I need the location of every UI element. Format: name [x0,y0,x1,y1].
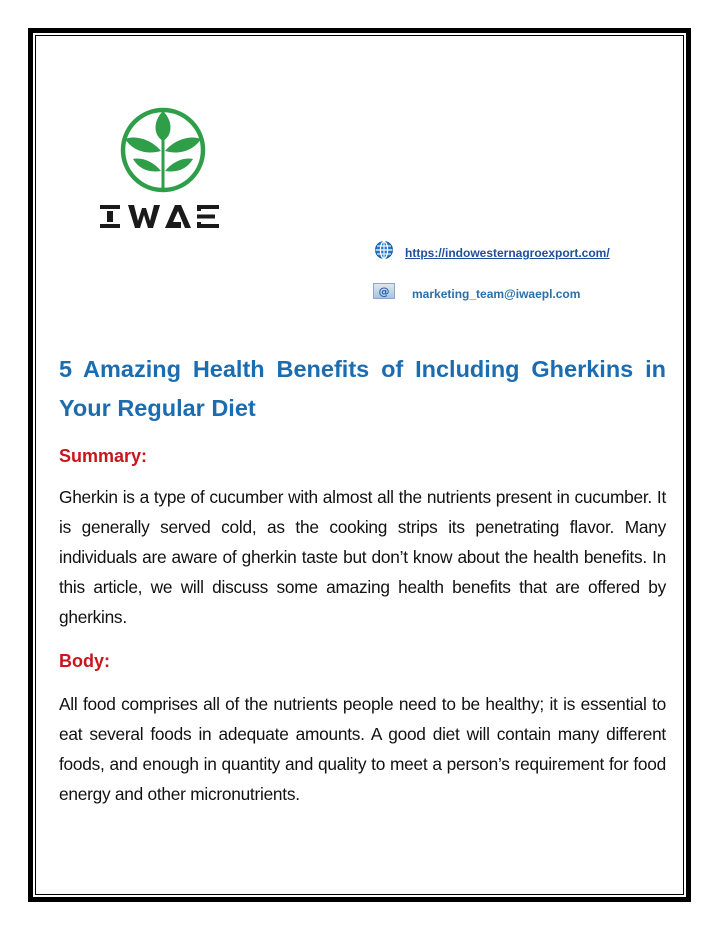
body-paragraph: All food comprises all of the nutrients people need to be healthy; it is essential to eat several foods in adequate amounts. A good diet will contain many different foods, and enough in quantity and quality to meet a person’s requirement for food energy and other micronutrients. [59,694,666,804]
at-sign-icon [373,281,395,301]
email-address[interactable]: marketing_team@iwaepl.com [412,287,581,301]
summary-heading: Summary: [59,446,148,466]
website-link[interactable]: https://indowesternagroexport.com/ [405,246,610,260]
body-heading: Body: [59,651,110,671]
leaf-plant-circle-icon [95,95,230,240]
article-content [59,350,666,809]
globe-icon [373,240,395,260]
website-row [373,240,610,260]
svg-text:@: @ [378,285,390,298]
summary-paragraph: Gherkin is a type of cucumber with almost all the nutrients present in cucumber. It is generally served cold, as the cooking strips its penetrating flavor. Many individuals are aware of gherkin taste but don’t know about the health benefits. In this article, we will discuss some amazing health benefits that are offered by gherkins. [59,487,666,627]
email-row [373,281,580,301]
article-title: 5 Amazing Health Benefits of Including Gherkins in Your Regular Diet [59,356,666,421]
company-logo [95,95,230,240]
